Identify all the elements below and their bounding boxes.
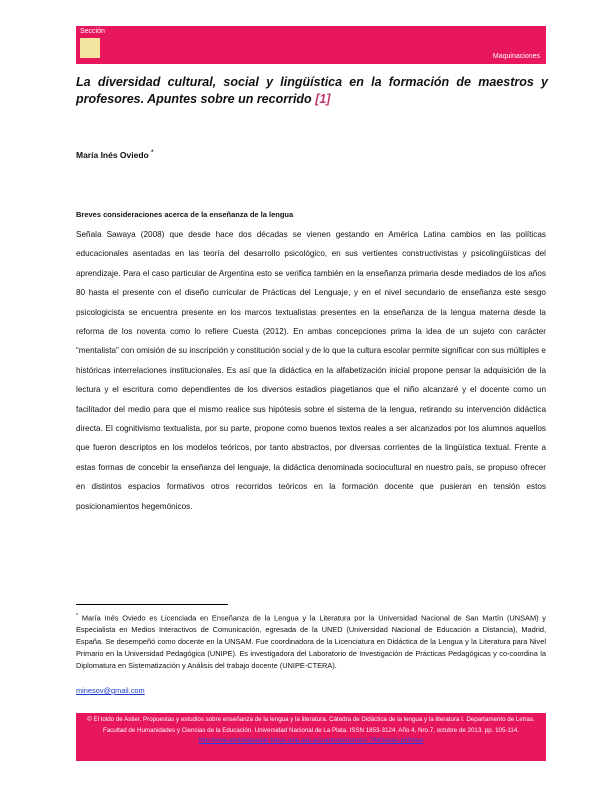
footnote-mark: *: [76, 613, 79, 619]
author-email-link[interactable]: minesov@gmail.com: [76, 686, 145, 695]
section-name: Maquinaciones: [492, 53, 540, 60]
author-line: [76, 150, 153, 160]
title-footnote-ref[interactable]: [1]: [315, 92, 331, 106]
article-url-link[interactable]: http://www.eltoldodeastier.fahce.unlp.edu.ar/numeros/numero-7/MOviedo.pdf/view: [198, 737, 424, 744]
article-title-text: La diversidad cultural, social y lingüística en la formación de maestros y profesores. Apuntes sobre un recorrido: [76, 75, 548, 106]
author-footnote: [76, 610, 546, 672]
author-name: María Inés Oviedo: [76, 150, 149, 160]
section-label: Sección: [80, 28, 105, 35]
section-header-banner: [76, 26, 546, 64]
citation-text: © El toldo de Astier. Propuestas y estudios sobre enseñanza de la lengua y la literatura. Cátedra de Didáctica de la lengua y la literatura I. Departamento de Letras. Facultad de Humanidades y Ciencias de la Educación. Universidad Nacional de La Plata. ISSN 1853-3124. Año 4, Nro.7, octubre de 2013. pp. 105-114.: [87, 716, 535, 734]
footnote-divider: [76, 604, 228, 605]
journal-logo: [80, 38, 100, 58]
citation-footer: [76, 713, 546, 761]
author-footnote-mark: *: [151, 150, 154, 157]
footnote-text: María Inés Oviedo es Licenciada en Enseñanza de la Lengua y la Literatura por la Universidad Nacional de San Martín (UNSAM) y Especialista en Medios Interactivos de Comunicación, egresada de la UNED (Universidad Nacional de Educación a Distancia), Madrid, España. Se desempeñó como docente en la UNSAM. Fue coordinadora de la Licenciatura en Didáctica de la Lengua y la Literatura para Nivel Primario en la Universidad Pedagógica (UNIPE). Es investigadora del Laboratorio de Investigación de Prácticas Pedagógicas y co-coordina la Diplomatura en Sistematización y Análisis del trabajo docente (UNIPE-CTERA).: [76, 613, 546, 671]
article-title: [76, 74, 548, 108]
body-paragraph: Señala Sawaya (2008) que desde hace dos décadas se vienen gestando en América Latina cambios en las políticas educacionales asentadas en las teoría del desarrollo psicológico, en sus vertientes constructivistas y psicolingüísticas del aprendizaje. Para el caso particular de Argentina esto se verifica también en la enseñanza primaria desde mediados de los años 80 hasta el presente con el diseño curricular de Prácticas del Lenguaje, y en el nivel secundario de enseñanza este sesgo psicologicista se encuentra presente en los marcos textualistas presentes en la enseñanza de la lengua materna desde la reforma de los noventa como lo refiere Cuesta (2012). En ambas concepciones prima la idea de un sujeto con carácter “mentalista” con omisión de su inscripción y constitución social y de lo que la cultura escolar permite significar con sus múltiples e históricas interrelaciones institucionales. Es así que la didáctica en la alfabetización inicial propone pensar la adquisición de la lectura y el escritura como dependientes de los diversos estadios piagetianos que el niño alcanzaré y el docente como un facilitador del medio para que el mismo realice sus hipótesis sobre el sistema de la lengua, retirando su intervención didáctica directa. El cognitivismo textualista, por su parte, propone como buenos textos reales a ser alcanzados por los alumnos aquellos que fueron descriptos en los modelos teóricos, por tanto abstractos, por diversas corrientes de la lingüística textual. Frente a estas formas de concebir la enseñanza del lenguaje, la didáctica denominada sociocultural en nuestro país, se propuso ofrecer en distintos espacios formativos otros recorridos teóricos en la formación docente que pusieran en tensión estos posicionamientos hegemónicos.: [76, 230, 546, 511]
section-heading: Breves consideraciones acerca de la enseñanza de la lengua: [76, 210, 294, 219]
